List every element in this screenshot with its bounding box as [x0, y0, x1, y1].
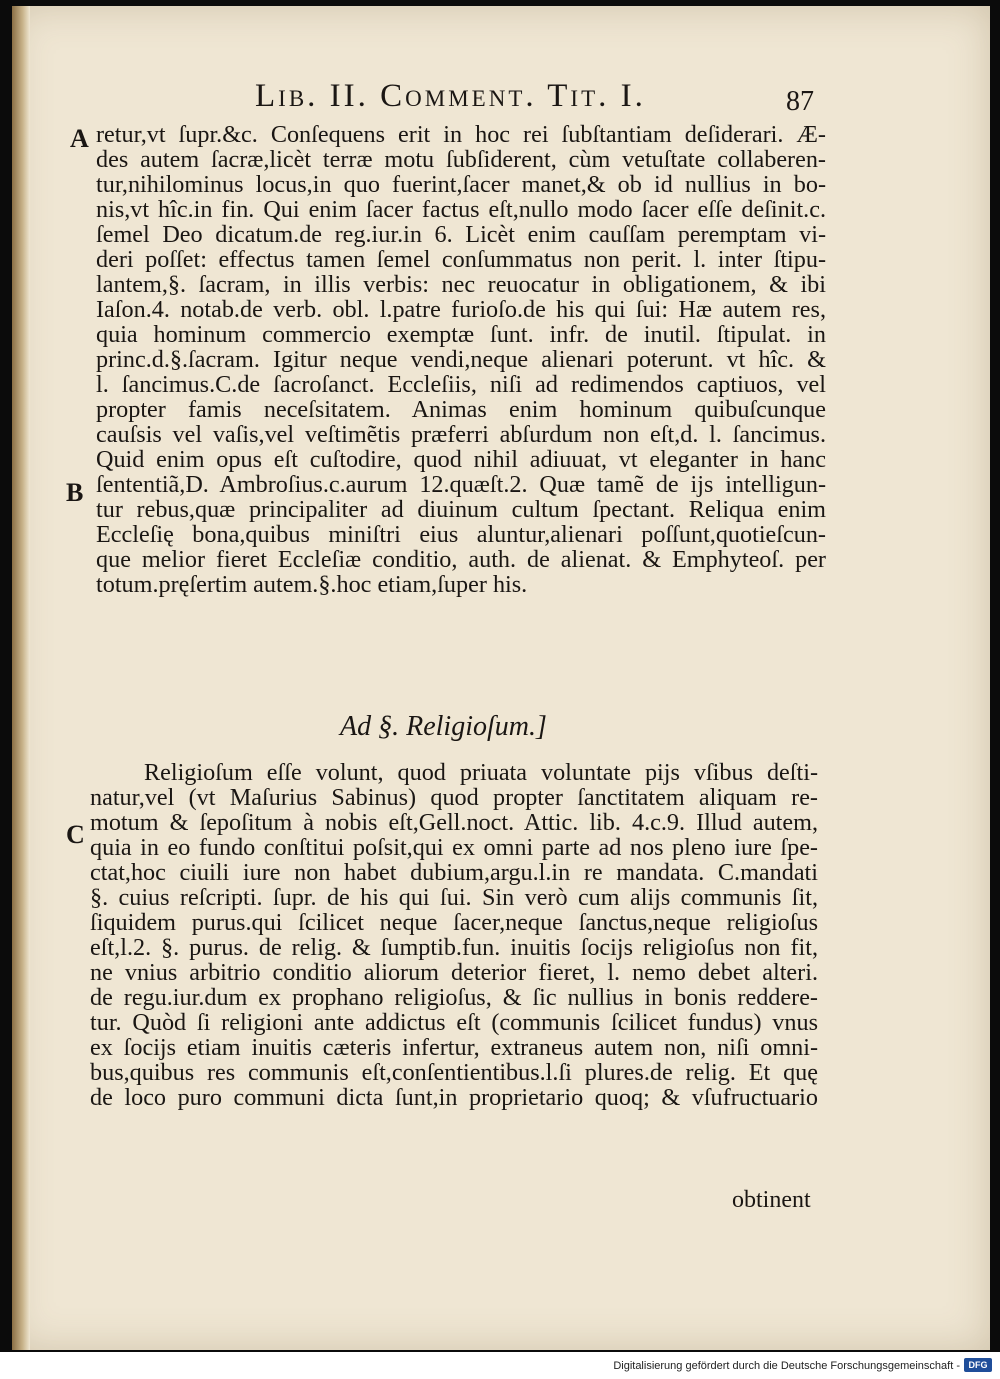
text-line: eſt,l.2. §. purus. de relig. & ſumptib.fun. inuitis ſocijs religioſus non fit,	[90, 934, 818, 961]
text-line: ex ſocijs etiam inuitis cæteris infertur, extraneus autem non, niſi omni-	[90, 1034, 818, 1061]
text-line: ſemel Deo dicatum.de reg.iur.in 6. Licèt enim cauſſam peremptam vi-	[96, 221, 826, 248]
text-line: ſententiã,D. Ambroſius.c.aurum 12.quæſt.2. Quæ tamẽ de ijs intelligun-	[96, 471, 826, 498]
text-line: propter famis neceſsitatem. Animas enim hominum quibuſcunque	[96, 396, 826, 423]
text-line: bus,quibus res communis eſt,conſentientibus.l.ſi plures.de relig. Et quę	[90, 1059, 818, 1086]
margin-mark-a: A	[70, 124, 89, 153]
text-line: quia hominum commercio exemptæ ſunt. infr. de inutil. ſtipulat. in	[96, 321, 826, 348]
margin-mark-b: B	[66, 478, 84, 507]
text-line: tur rebus,quæ principaliter ad diuinum cultum ſpectant. Reliqua enim	[96, 496, 826, 523]
text-line: lantem,§. ſacram, in illis verbis: nec reuocatur in obligationem, & ibi	[96, 271, 826, 298]
text-line: que melior fieret Eccleſiæ conditio, auth. de alienat. & Emphyteoſ. per	[96, 546, 826, 573]
text-line: tur,nihilominus locus,in quo fuerint,ſacer manet,& ob id nullius in bo-	[96, 171, 826, 198]
text-line: de regu.iur.dum ex prophano religioſus, & ſic nullius in bonis reddere-	[90, 984, 818, 1011]
text-line: retur,vt ſupr.&c. Conſequens erit in hoc rei ſubſtantiam deſiderari. Æ-	[96, 121, 826, 148]
dfg-logo: DFG	[964, 1358, 992, 1372]
text-line: natur,vel (vt Maſurius Sabinus) quod propter ſanctitatem aliquam re-	[90, 784, 818, 811]
margin-mark-c: C	[66, 820, 85, 849]
text-line: ctat,hoc ciuili iure non habet dubium,argu.l.in re mandata. C.mandati	[90, 859, 818, 886]
text-line: Quid enim opus eſt cuſtodire, quod nihil adiuuat, vt eleganter in hanc	[96, 446, 826, 473]
text-line: Eccleſię bona,quibus miniſtri eius aluntur,alienari poſſunt,quotieſcun-	[96, 521, 826, 548]
text-line: totum.pręſertim autem.§.hoc etiam,ſuper his.	[96, 571, 528, 598]
text-line: ne vnius arbitrio conditio aliorum deterior fieret, l. nemo debet alteri.	[90, 959, 818, 986]
text-line: §. cuius reſcripti. ſupr. de his qui ſui. Sin verò cum alijs communis ſit,	[90, 884, 818, 911]
paragraph-1	[96, 122, 826, 597]
text-line: quia in eo fundo conſtitui poſsit,qui ex omni parte ad nos pleno iure ſpe-	[90, 834, 818, 861]
text-line: de loco puro communi dicta ſunt,in proprietario quoq; & vſufructuario	[90, 1084, 818, 1111]
page-number: 87	[786, 86, 814, 117]
paragraph-2	[90, 760, 818, 1110]
text-line: cauſsis vel vaſis,vel veſtimẽtis præferri abſurdum non eſt,d. l. ſancimus.	[96, 421, 826, 448]
text-line: Religioſum eſſe volunt, quod priuata voluntate pijs vſibus deſti-	[144, 759, 818, 786]
running-title: Lib. II. Comment. Tit. I.	[255, 78, 646, 114]
text-line: nis,vt hîc.in fin. Qui enim ſacer factus eſt,nullo modo ſacer eſſe deſinit.c.	[96, 196, 826, 223]
funding-note: Digitalisierung gefördert durch die Deutsche Forschungsgemeinschaft -	[613, 1360, 960, 1372]
text-line: tur. Quòd ſi religioni ante addictus eſt (communis ſcilicet fundus) vnus	[90, 1009, 818, 1036]
text-line: deri poſſet: effectus tamen ſemel conſummatus non perit. l. inter ſtipu-	[96, 246, 826, 273]
page-spine-shadow	[12, 6, 30, 1350]
section-heading: Ad §. Religioſum.]	[340, 711, 547, 742]
text-line: l. ſancimus.C.de ſacroſanct. Eccleſiis, niſi ad redimendos captiuos, vel	[96, 371, 826, 398]
text-line: Iaſon.4. notab.de verb. obl. l.patre furioſo.de his qui ſui: Hæ autem res,	[96, 296, 826, 323]
text-line: motum & ſepoſitum à nobis eſt,Gell.noct. Attic. lib. 4.c.9. Illud autem,	[90, 809, 818, 836]
catchword: obtinent	[732, 1187, 811, 1213]
text-line: des autem ſacræ,licèt terræ motu ſubſiderent, cùm vetuſtate collaberen-	[96, 146, 826, 173]
text-line: princ.d.§.ſacram. Igitur neque vendi,neque alienari poterunt. vt hîc. &	[96, 346, 826, 373]
text-line: ſiquidem purus.qui ſcilicet neque ſacer,neque ſanctus,neque religioſus	[90, 909, 818, 936]
